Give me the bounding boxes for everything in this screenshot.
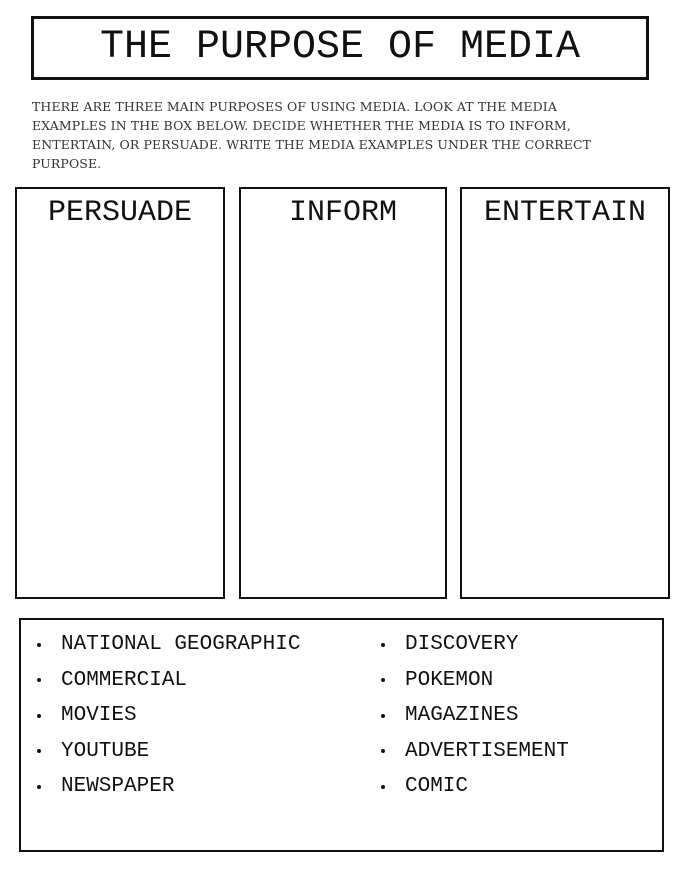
media-examples-box [19, 618, 664, 852]
list-item [377, 769, 569, 805]
example-label: YOUTUBE [61, 739, 150, 763]
list-item [377, 734, 569, 770]
list-item [33, 734, 300, 770]
instructions-text: THERE ARE THREE MAIN PURPOSES OF USING MEDIA. LOOK AT THE MEDIA EXAMPLES IN THE BOX BELOW. DECIDE WHETHER THE MEDIA IS TO INFORM, ENTERTAIN, OR PERSUADE. WRITE THE MEDIA EXAMPLES UNDER THE CORRECT PURPOSE. [32, 99, 592, 171]
page-title: THE PURPOSE OF MEDIA [99, 25, 581, 70]
bullet-icon [37, 785, 41, 789]
example-label: COMMERCIAL [61, 668, 188, 692]
bullet-icon [381, 785, 385, 789]
list-item [33, 698, 300, 734]
example-label: COMIC [405, 775, 469, 799]
bullet-icon [381, 749, 385, 753]
bullet-icon [381, 714, 385, 718]
inform-heading: INFORM [288, 196, 398, 230]
list-item [377, 663, 569, 699]
example-label: MOVIES [61, 704, 137, 728]
list-item [33, 663, 300, 699]
bullet-icon [37, 643, 41, 647]
list-item [33, 627, 300, 663]
bullet-icon [381, 643, 385, 647]
persuade-column[interactable] [15, 187, 225, 599]
bullet-icon [381, 678, 385, 682]
bullet-icon [37, 714, 41, 718]
example-label: NEWSPAPER [61, 775, 175, 799]
example-label: NATIONAL GEOGRAPHIC [61, 633, 301, 657]
list-item [33, 769, 300, 805]
inform-column[interactable] [239, 187, 447, 599]
entertain-heading: ENTERTAIN [483, 196, 647, 230]
list-item [377, 698, 569, 734]
example-label: DISCOVERY [405, 633, 519, 657]
examples-list-right [377, 627, 569, 805]
bullet-icon [37, 749, 41, 753]
title-box [31, 16, 649, 80]
persuade-heading: PERSUADE [47, 196, 193, 230]
entertain-column[interactable] [460, 187, 670, 599]
example-label: MAGAZINES [405, 704, 519, 728]
bullet-icon [37, 678, 41, 682]
example-label: POKEMON [405, 668, 494, 692]
example-label: ADVERTISEMENT [405, 739, 569, 763]
examples-list-left [33, 627, 300, 805]
list-item [377, 627, 569, 663]
